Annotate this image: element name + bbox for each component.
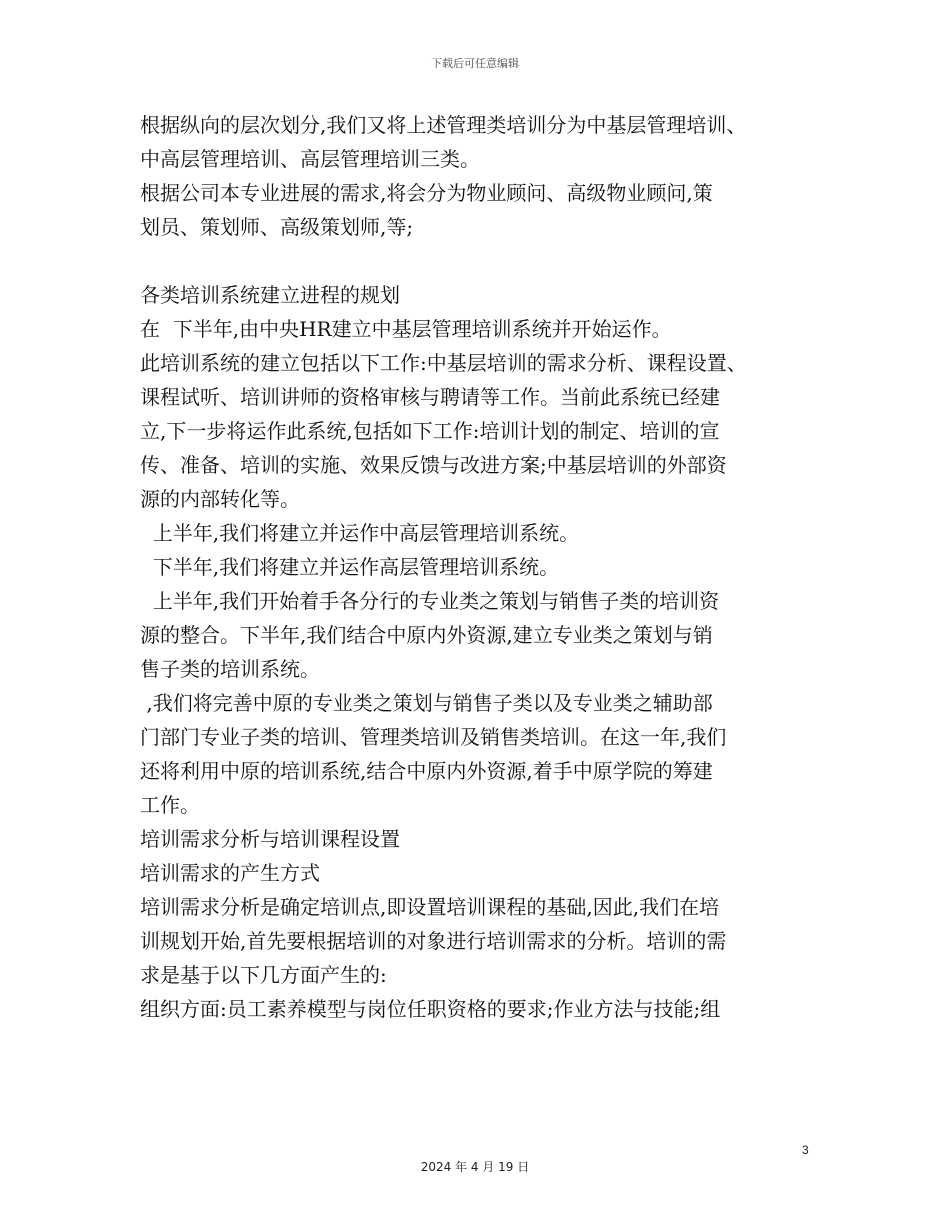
text-line: 上半年,我们开始着手各分行的专业类之策划与销售子类的培训资 (140, 589, 720, 613)
text-line: 工作。 (140, 793, 200, 817)
text-line: ,我们将完善中原的专业类之策划与销售子类以及专业类之辅助部 (140, 691, 713, 715)
text-line: 立,下一步将运作此系统,包括如下工作:培训计划的制定、培训的宣 (140, 419, 720, 443)
text-line: 售子类的培训系统。 (140, 657, 320, 681)
text-line: 求是基于以下几方面产生的: (140, 963, 387, 987)
text-line: 还将利用中原的培训系统,结合中原内外资源,着手中原学院的筹建 (140, 759, 713, 783)
text-line: 此培训系统的建立包括以下工作:中基层培训的需求分析、课程设置、 (140, 351, 747, 375)
subsection-heading: 培训需求的产生方式 (140, 861, 320, 885)
text-line: 源的整合。下半年,我们结合中原内外资源,建立专业类之策划与销 (140, 623, 713, 647)
page-header: 下载后可任意编辑 (431, 57, 519, 70)
section-heading: 各类培训系统建立进程的规划 (140, 283, 400, 307)
text-line: 根据纵向的层次划分,我们又将上述管理类培训分为中基层管理培训、 (140, 113, 747, 137)
text-line: 中高层管理培训、高层管理培训三类。 (140, 147, 480, 171)
text-line: 上半年,我们将建立并运作中高层管理培训系统。 (140, 521, 580, 545)
text-line: 训规划开始,首先要根据培训的对象进行培训需求的分析。培训的需 (140, 929, 727, 953)
text-line: 根据公司本专业进展的需求,将会分为物业顾问、高级物业顾问,策 (140, 181, 713, 205)
text-line: 组织方面:员工素养模型与岗位任职资格的要求;作业方法与技能;组 (140, 997, 721, 1021)
text-line: 门部门专业子类的培训、管理类培训及销售类培训。在这一年,我们 (140, 725, 727, 749)
text-line: 传、准备、培训的实施、效果反馈与改进方案;中基层培训的外部资 (140, 453, 727, 477)
text-line: 在 下半年,由中央HR建立中基层管理培训系统并开始运作。 (140, 317, 672, 341)
section-heading: 培训需求分析与培训课程设置 (140, 827, 400, 851)
text-line: 培训需求分析是确定培训点,即设置培训课程的基础,因此,我们在培 (140, 895, 720, 919)
blank-line (140, 244, 820, 278)
page-number: 3 (802, 1143, 809, 1157)
text-line: 课程试听、培训讲师的资格审核与聘请等工作。当前此系统已经建 (140, 385, 720, 409)
page-footer-date: 2024 年 4 月 19 日 (420, 1160, 530, 1174)
text-line: 下半年,我们将建立并运作高层管理培训系统。 (140, 555, 560, 579)
document-body (140, 108, 820, 1026)
text-line: 划员、策划师、高级策划师,等; (140, 215, 414, 239)
text-line: 源的内部转化等。 (140, 487, 300, 511)
